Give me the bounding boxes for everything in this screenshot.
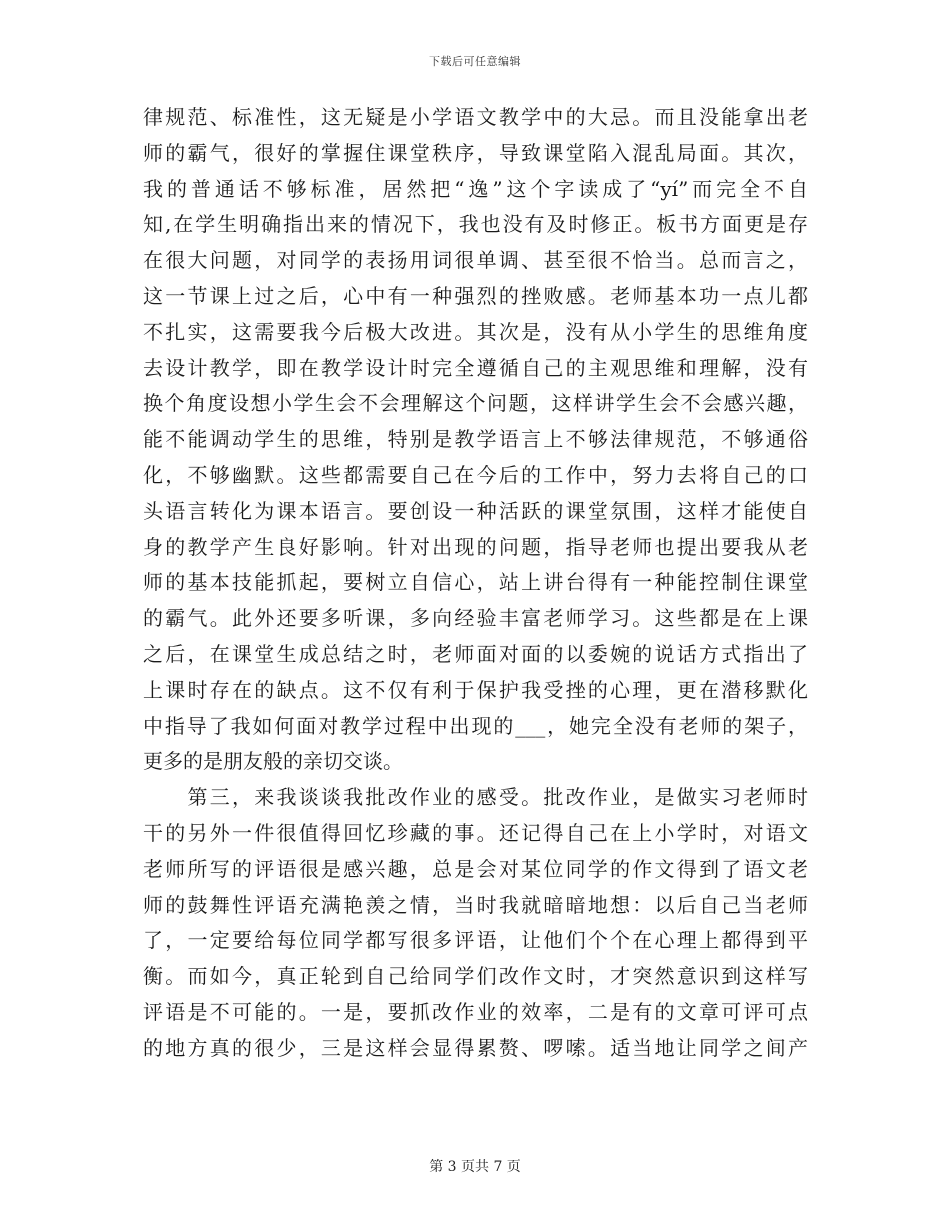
text-line: 律规范、标准性，这无疑是小学语文教学中的大忌。而且没能拿出老 bbox=[143, 105, 808, 129]
text-line: 这一节课上过之后，心中有一种强烈的挫败感。老师基本功一点儿都 bbox=[143, 283, 808, 308]
text-line: 老师所写的评语很是感兴趣，总是会对某位同学的作文得到了语文老 bbox=[143, 856, 808, 881]
text-line: 衡。而如今，真正轮到自己给同学们改作文时，才突然意识到这样写 bbox=[143, 964, 808, 989]
text-line: 知,在学生明确指出来的情况下，我也没有及时修正。板书方面更是存 bbox=[143, 212, 808, 237]
text-line: 能不能调动学生的思维，特别是教学语言上不够法律规范，不够通俗 bbox=[143, 427, 808, 452]
text-line: 在很大问题，对同学的表扬用词很单调、甚至很不恰当。总而言之， bbox=[143, 248, 808, 273]
text-line: 师的鼓舞性评语充满艳羡之情，当时我就暗暗地想：以后自己当老师 bbox=[143, 892, 808, 917]
document-body bbox=[143, 100, 808, 1067]
text-line: 之后，在课堂生成总结之时，老师面对面的以委婉的说话方式指出了 bbox=[143, 641, 808, 666]
text-line: 头语言转化为课本语言。要创设一种活跃的课堂氛围，这样才能使自 bbox=[143, 498, 808, 523]
text-line: 换个角度设想小学生会不会理解这个问题，这样讲学生会不会感兴趣， bbox=[143, 391, 808, 416]
page-header: 下载后可任意编辑 bbox=[429, 55, 521, 68]
text-line: 了，一定要给每位同学都写很多评语，让他们个个在心理上都得到平 bbox=[143, 928, 808, 953]
text-line: 的霸气。此外还要多听课，多向经验丰富老师学习。这些都是在上课 bbox=[143, 606, 808, 631]
text-line: 化，不够幽默。这些都需要自己在今后的工作中，努力去将自己的口 bbox=[143, 462, 808, 487]
paragraph-end-line: 更多的是朋友般的亲切交谈。 bbox=[143, 749, 403, 774]
text-line: 去设计教学，即在教学设计时完全遵循自己的主观思维和理解，没有 bbox=[143, 355, 808, 380]
text-line: 不扎实，这需要我今后极大改进。其次是，没有从小学生的思维角度 bbox=[143, 319, 808, 344]
text-line: 干的另外一件很值得回忆珍藏的事。还记得自己在上小学时，对语文 bbox=[143, 820, 808, 845]
text-line: 我的普通话不够标准，居然把“逸”这个字读成了“yí”而完全不自 bbox=[143, 176, 808, 201]
page-number: 第 3 页共 7 页 bbox=[429, 1159, 521, 1175]
text-line: 师的基本技能抓起，要树立自信心，站上讲台得有一种能控制住课堂 bbox=[143, 570, 808, 595]
text-line: 评语是不可能的。一是，要抓改作业的效率，二是有的文章可评可点 bbox=[143, 999, 808, 1024]
paragraph-start-line: 第三，来我谈谈我批改作业的感受。批改作业，是做实习老师时 bbox=[143, 785, 808, 810]
text-line: 中指导了我如何面对教学过程中出现的___，她完全没有老师的架子， bbox=[143, 713, 808, 738]
text-line: 身的教学产生良好影响。针对出现的问题，指导老师也提出要我从老 bbox=[143, 534, 808, 559]
text-line: 的地方真的很少，三是这样会显得累赘、啰嗦。适当地让同学之间产 bbox=[143, 1035, 808, 1060]
text-line: 上课时存在的缺点。这不仅有利于保护我受挫的心理，更在潜移默化 bbox=[143, 677, 808, 702]
text-line: 师的霸气，很好的掌握住课堂秩序，导致课堂陷入混乱局面。其次， bbox=[143, 140, 808, 165]
